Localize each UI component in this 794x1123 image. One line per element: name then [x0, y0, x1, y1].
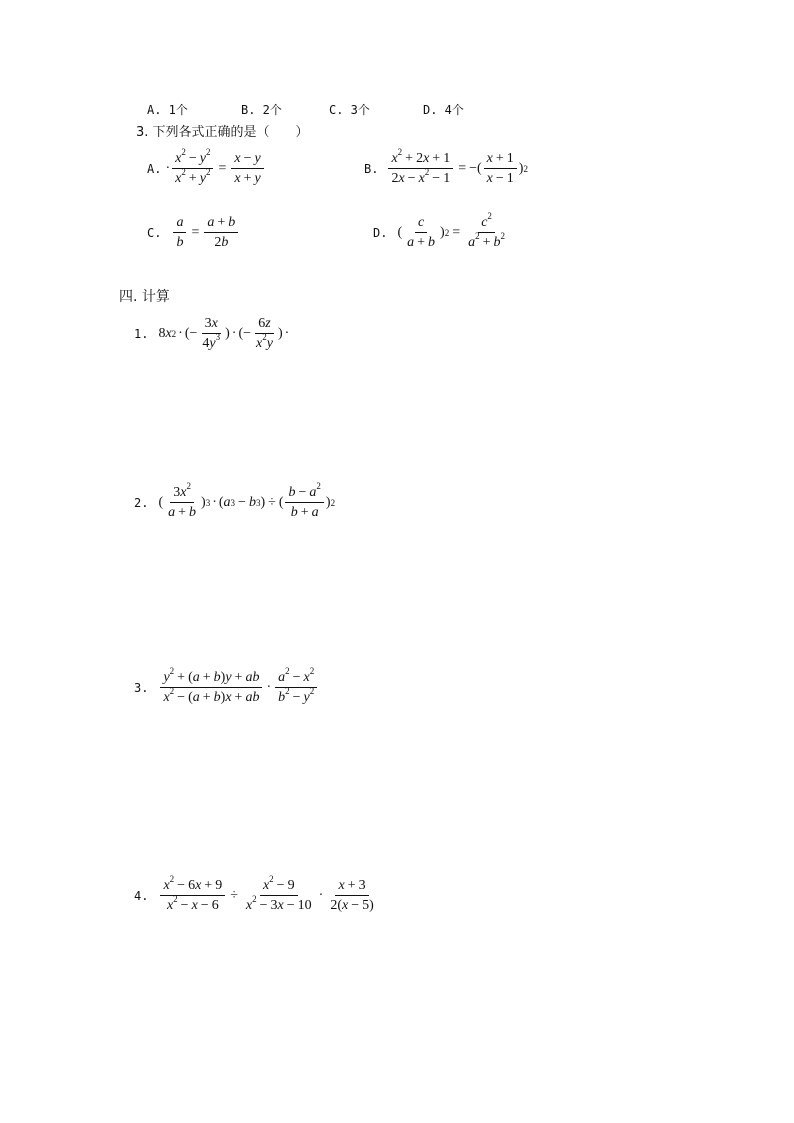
q3-stem-text: 下列各式正确的是（ ） — [152, 125, 309, 140]
problem-2 — [134, 481, 336, 521]
q3-option-a — [147, 147, 266, 187]
q2-option-c: C. 3个 — [329, 103, 370, 117]
problem-3 — [134, 666, 319, 706]
q3-number: 3. — [136, 125, 149, 140]
q3-option-d-formula: ( $\frac{c}{a + b}$ ) 2 = $\frac{c^2}{a^2 + b^2}$ — [397, 211, 506, 250]
q3-option-c — [147, 214, 240, 251]
q3-option-c-formula: $\frac{a}{b}$ = $\frac{a + b}{2b}$ — [171, 214, 240, 251]
q3-option-d-label: D. — [373, 225, 388, 240]
problem-4 — [134, 874, 379, 914]
problem-3-label: 3. — [134, 680, 149, 695]
problem-1 — [134, 315, 291, 352]
q3-option-b-formula: $\frac{x^2 + 2x + 1}{2x - x^2 - 1}$ = −( $\frac{x + 1}{x - 1}$ ) 2 — [386, 150, 528, 187]
q2-option-d: D. 4个 — [423, 103, 464, 117]
q3-option-b-label: B. — [364, 161, 379, 176]
problem-1-formula: 8 x 2 · (− $\frac{3x}{4y^3}$ ) · (− $\frac{6z}{x^2y}$ ) · — [158, 316, 290, 351]
problem-2-label: 2. — [134, 495, 149, 510]
q3-option-c-label: C. — [147, 225, 162, 240]
problem-3-formula: $\frac{y^2 + (a + b)y + ab}{x^2 - (a + b)x + ab}$ · $\frac{a^2 - x^2}{b^2 - y^2}$ — [158, 669, 319, 706]
q2-option-a: A. 1个 — [147, 103, 188, 117]
q3-option-b — [364, 147, 528, 187]
problem-4-label: 4. — [134, 888, 149, 903]
q3-option-a-label: A. — [147, 161, 162, 176]
q3-option-a-formula: · $\frac{x^2 - y^2}{x^2 + y^2}$ = $\frac{x - y}{x + y}$ — [165, 150, 265, 187]
problem-4-formula: $\frac{x^2 - 6x + 9}{x^2 - x - 6}$ ÷ $\frac{x^2 - 9}{x^2 - 3x - 10}$ · $\frac{x + 3}{2(x - 5)}$ — [158, 877, 378, 914]
problem-1-label: 1. — [134, 326, 149, 341]
q3-stem — [136, 121, 309, 140]
section-heading: 四. 计算 — [119, 289, 170, 305]
problem-2-formula: ( $\frac{3x^2}{a + b}$ ) 3 · ( a 3 − b 3 ) ÷ ( $\frac{b - a^2}{b + a}$ ) 2 — [158, 481, 336, 520]
q3-option-d — [373, 211, 510, 251]
q2-option-b: B. 2个 — [241, 103, 282, 117]
